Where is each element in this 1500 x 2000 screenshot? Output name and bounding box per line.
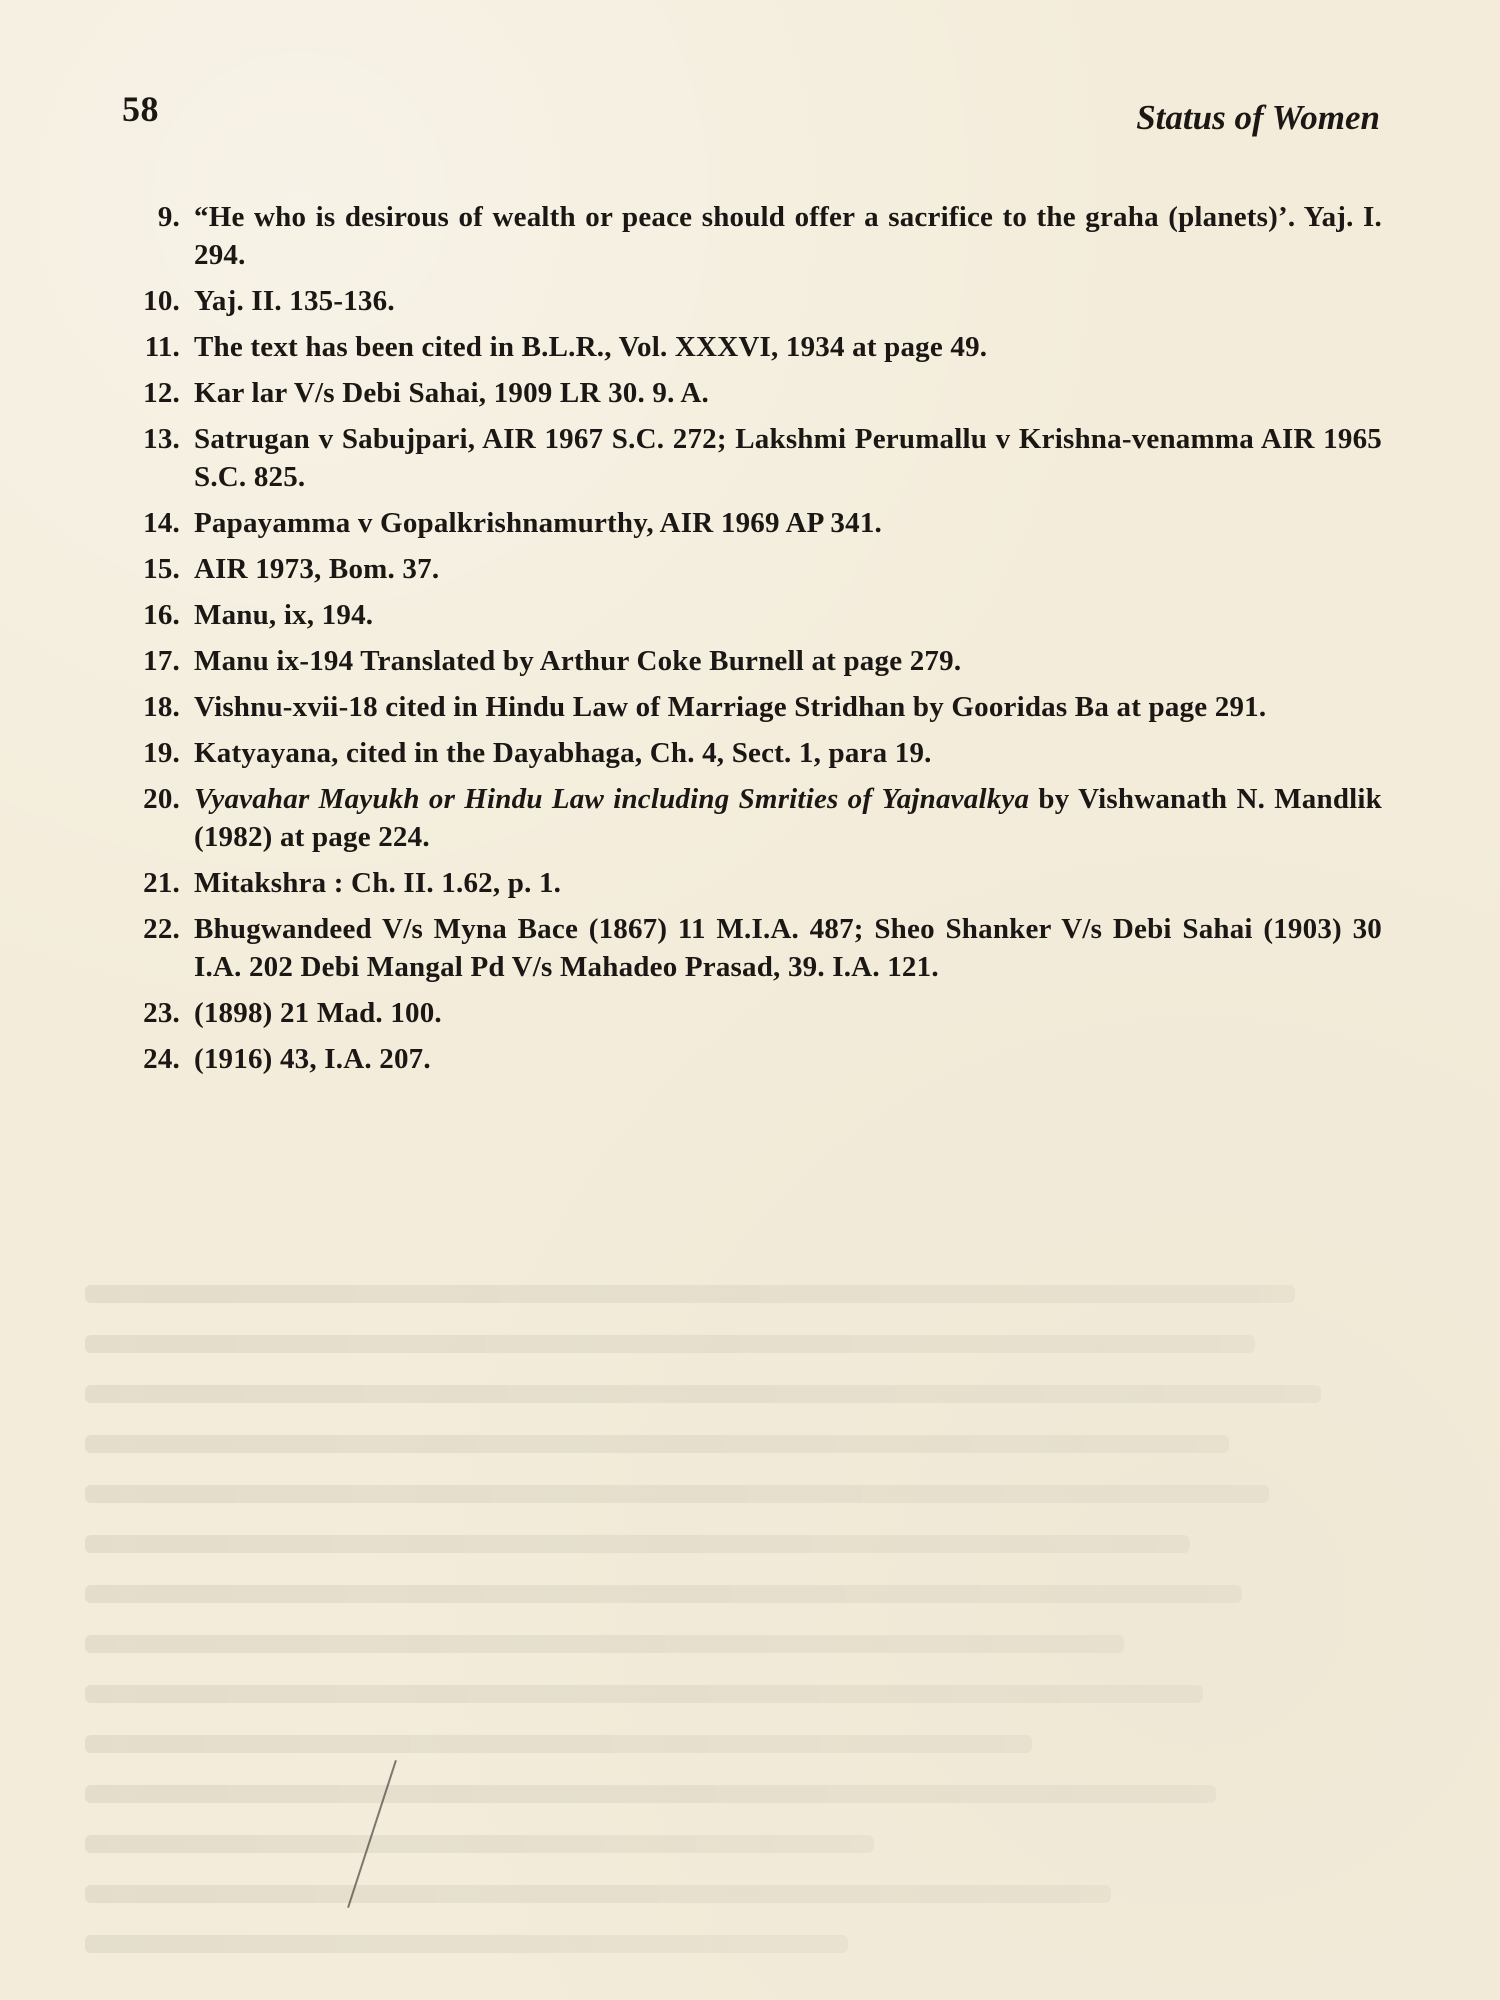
note-number: 17. — [143, 645, 180, 677]
note-item — [112, 374, 1382, 412]
note-text: “He who is desirous of wealth or peace should offer a sacrifice to the graha (planets)’. Yaj. I. 294. — [194, 201, 1382, 271]
bleed-through-text — [85, 1285, 1400, 1975]
note-item — [112, 1040, 1382, 1078]
note-number: 18. — [143, 691, 180, 723]
note-item — [112, 642, 1382, 680]
note-item — [112, 198, 1382, 274]
note-text — [194, 780, 1382, 856]
notes-list — [112, 198, 1382, 1086]
note-text: Yaj. II. 135-136. — [194, 285, 395, 317]
note-number: 14. — [143, 507, 180, 539]
note-item — [112, 504, 1382, 542]
note-item — [112, 328, 1382, 366]
page-number: 58 — [122, 89, 159, 129]
note-number: 22. — [143, 913, 180, 945]
note-text: Mitakshra : Ch. II. 1.62, p. 1. — [194, 867, 562, 899]
note-text: The text has been cited in B.L.R., Vol. XXXVI, 1934 at page 49. — [194, 331, 988, 363]
note-item — [112, 780, 1382, 856]
note-text: Manu ix-194 Translated by Arthur Coke Burnell at page 279. — [194, 645, 962, 677]
note-text: Satrugan v Sabujpari, AIR 1967 S.C. 272; Lakshmi Perumallu v Krishna-venamma AIR 1965 S.C. 825. — [194, 423, 1382, 493]
note-number: 12. — [143, 377, 180, 409]
note-number: 11. — [144, 331, 180, 363]
note-number: 13. — [143, 423, 180, 455]
note-item — [112, 420, 1382, 496]
note-text: AIR 1973, Bom. 37. — [194, 553, 440, 585]
note-number: 9. — [157, 201, 180, 233]
note-title-rest: by Vishwanath N. Mandlik (1982) at page 224. — [194, 783, 1382, 853]
note-item — [112, 734, 1382, 772]
note-number: 15. — [143, 553, 180, 585]
note-item — [112, 550, 1382, 588]
note-text: Bhugwandeed V/s Myna Bace (1867) 11 M.I.A. 487; Sheo Shanker V/s Debi Sahai (1903) 30 I.A. 202 Debi Mangal Pd V/s Mahadeo Prasad, 39. I.A. 121. — [194, 913, 1382, 983]
note-item — [112, 596, 1382, 634]
note-text: Katyayana, cited in the Dayabhaga, Ch. 4, Sect. 1, para 19. — [194, 737, 932, 769]
note-item — [112, 864, 1382, 902]
note-text: (1898) 21 Mad. 100. — [194, 997, 442, 1029]
note-item — [112, 282, 1382, 320]
running-title: Status of Women — [1136, 98, 1380, 137]
note-number: 24. — [143, 1043, 180, 1075]
note-item — [112, 910, 1382, 986]
note-title-italic-2: Yajnavalkya — [881, 783, 1030, 815]
note-number: 16. — [143, 599, 180, 631]
note-text: Manu, ix, 194. — [194, 599, 374, 631]
note-number: 21. — [143, 867, 180, 899]
note-text: Kar lar V/s Debi Sahai, 1909 LR 30. 9. A. — [194, 377, 709, 409]
note-number: 19. — [143, 737, 180, 769]
note-item — [112, 688, 1382, 726]
note-text: Vishnu-xvii-18 cited in Hindu Law of Marriage Stridhan by Gooridas Ba at page 291. — [194, 691, 1267, 723]
note-number: 10. — [143, 285, 180, 317]
note-title-italic: Vyavahar Mayukh or Hindu Law including Smrities of — [194, 783, 873, 815]
pen-mark — [347, 1760, 397, 1908]
note-number: 23. — [143, 997, 180, 1029]
note-text: Papayamma v Gopalkrishnamurthy, AIR 1969 AP 341. — [194, 507, 882, 539]
note-number: 20. — [143, 783, 180, 815]
note-item — [112, 994, 1382, 1032]
note-text: (1916) 43, I.A. 207. — [194, 1043, 431, 1075]
